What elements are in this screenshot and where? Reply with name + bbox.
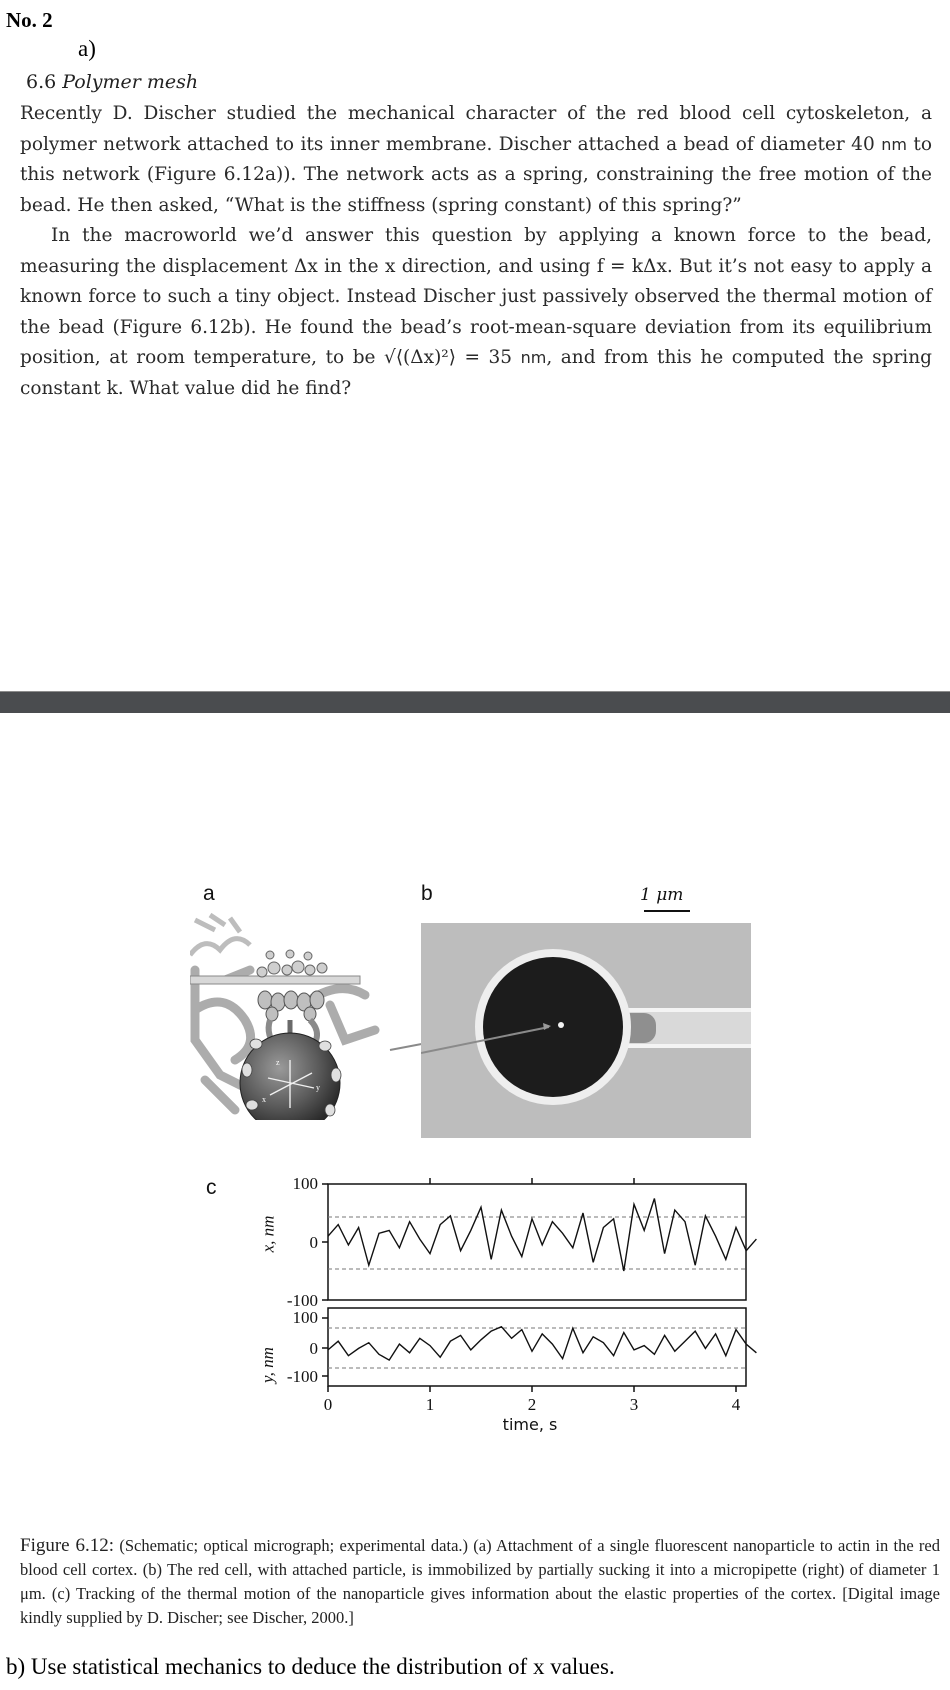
- problem-paragraph-2: [20, 221, 932, 404]
- y-trace-axis-label: y, nm: [257, 1347, 277, 1383]
- y-trace-frame: [328, 1308, 746, 1386]
- time-tick-1: 1: [425, 1395, 435, 1414]
- problem-number: No. 2: [6, 8, 53, 32]
- figure-caption: [20, 1534, 940, 1630]
- y-trace-line: [328, 1327, 756, 1360]
- time-axis-label: time, s: [502, 1415, 558, 1434]
- problem-paragraph-1: [20, 99, 932, 221]
- bead-axis-y: y: [316, 1083, 320, 1092]
- para1-rest: to this network (Figure 6.12a)). The network acts as a spring, constraining the free motion of the bead. He then asked, “What is the stiffness (spring constant) of this spring?”: [20, 133, 932, 216]
- time-tick-0: 0: [323, 1395, 333, 1414]
- para1-unit: nm: [881, 134, 907, 154]
- part-a-label: a): [78, 36, 96, 61]
- x-tick-100: 100: [292, 1174, 318, 1193]
- caption-text: (Schematic; optical micrograph; experimental data.) (a) Attachment of a single fluorescent nanoparticle to actin in the red blood cell cortex. (b) The red cell, with attached particle, is immobilized by partially sucking it into a micropipette (right) of diameter 1 μm. (c) Tracking of the thermal motion of the nanoparticle gives information about the elastic properties of the cortex. [Digital image kindly supplied by D. Discher; see Discher, 2000.]: [20, 1536, 940, 1627]
- y-tick-0: 0: [309, 1339, 318, 1358]
- y-tick-neg100: -100: [286, 1367, 318, 1386]
- schematic-diagram: [190, 910, 385, 1120]
- para2-text-a: In the macroworld we’d answer this question by applying a known force to the bead, measuring the displacement Δx in the x direction, and using f = kΔx. But it’s not easy to apply a known force to such a tiny object. Instead Discher just passively observed the thermal motion of the bead (Figure 6.12b). He found the bead’s root-mean-square deviation from its equilibrium position, at room temperature, to be: [20, 225, 932, 368]
- time-tick-3: 3: [629, 1395, 639, 1414]
- panel-a-label: a: [203, 882, 215, 905]
- nanoparticle-spot: [558, 1022, 564, 1028]
- problem-title-text: Polymer mesh: [62, 71, 199, 93]
- panel-b-label: b: [421, 882, 433, 905]
- time-tick-2: 2: [527, 1395, 537, 1414]
- caption-label: Figure 6.12:: [20, 1535, 115, 1556]
- time-tick-4: 4: [731, 1395, 741, 1414]
- bead-axis-x: x: [262, 1095, 266, 1104]
- x-tick-0: 0: [309, 1233, 318, 1252]
- scale-bar-label: 1 μm: [640, 885, 684, 905]
- para2-text-b: , and from this he computed the spring constant k. What value did he find?: [20, 347, 932, 399]
- rms-formula: √⟨(Δx)²⟩: [384, 347, 456, 368]
- red-blood-cell: [483, 957, 623, 1097]
- x-trace-frame: [328, 1184, 746, 1300]
- scale-bar: [644, 910, 690, 912]
- motion-traces-chart: [270, 1172, 770, 1462]
- membrane-bar: [190, 976, 360, 984]
- micrograph: [421, 923, 751, 1138]
- problem-title-number: 6.6: [26, 71, 57, 93]
- x-trace-axis-label: x, nm: [258, 1215, 278, 1253]
- part-b-question: b) Use statistical mechanics to deduce the distribution of x values.: [6, 1654, 615, 1679]
- y-tick-100: 100: [292, 1308, 318, 1327]
- bead-axis-z: z: [276, 1058, 280, 1067]
- rms-equals: = 35: [455, 347, 513, 368]
- x-trace-line: [328, 1199, 756, 1272]
- problem-title: [26, 71, 198, 93]
- panel-c-label: c: [206, 1176, 217, 1199]
- x-tick-neg100: -100: [286, 1291, 318, 1310]
- para1-text: Recently D. Discher studied the mechanical character of the red blood cell cytoskeleton, a polymer network attached to its inner membrane. Discher attached a bead of diameter 40: [20, 103, 932, 155]
- page-divider: [0, 691, 950, 713]
- para2-unit: nm: [520, 348, 547, 367]
